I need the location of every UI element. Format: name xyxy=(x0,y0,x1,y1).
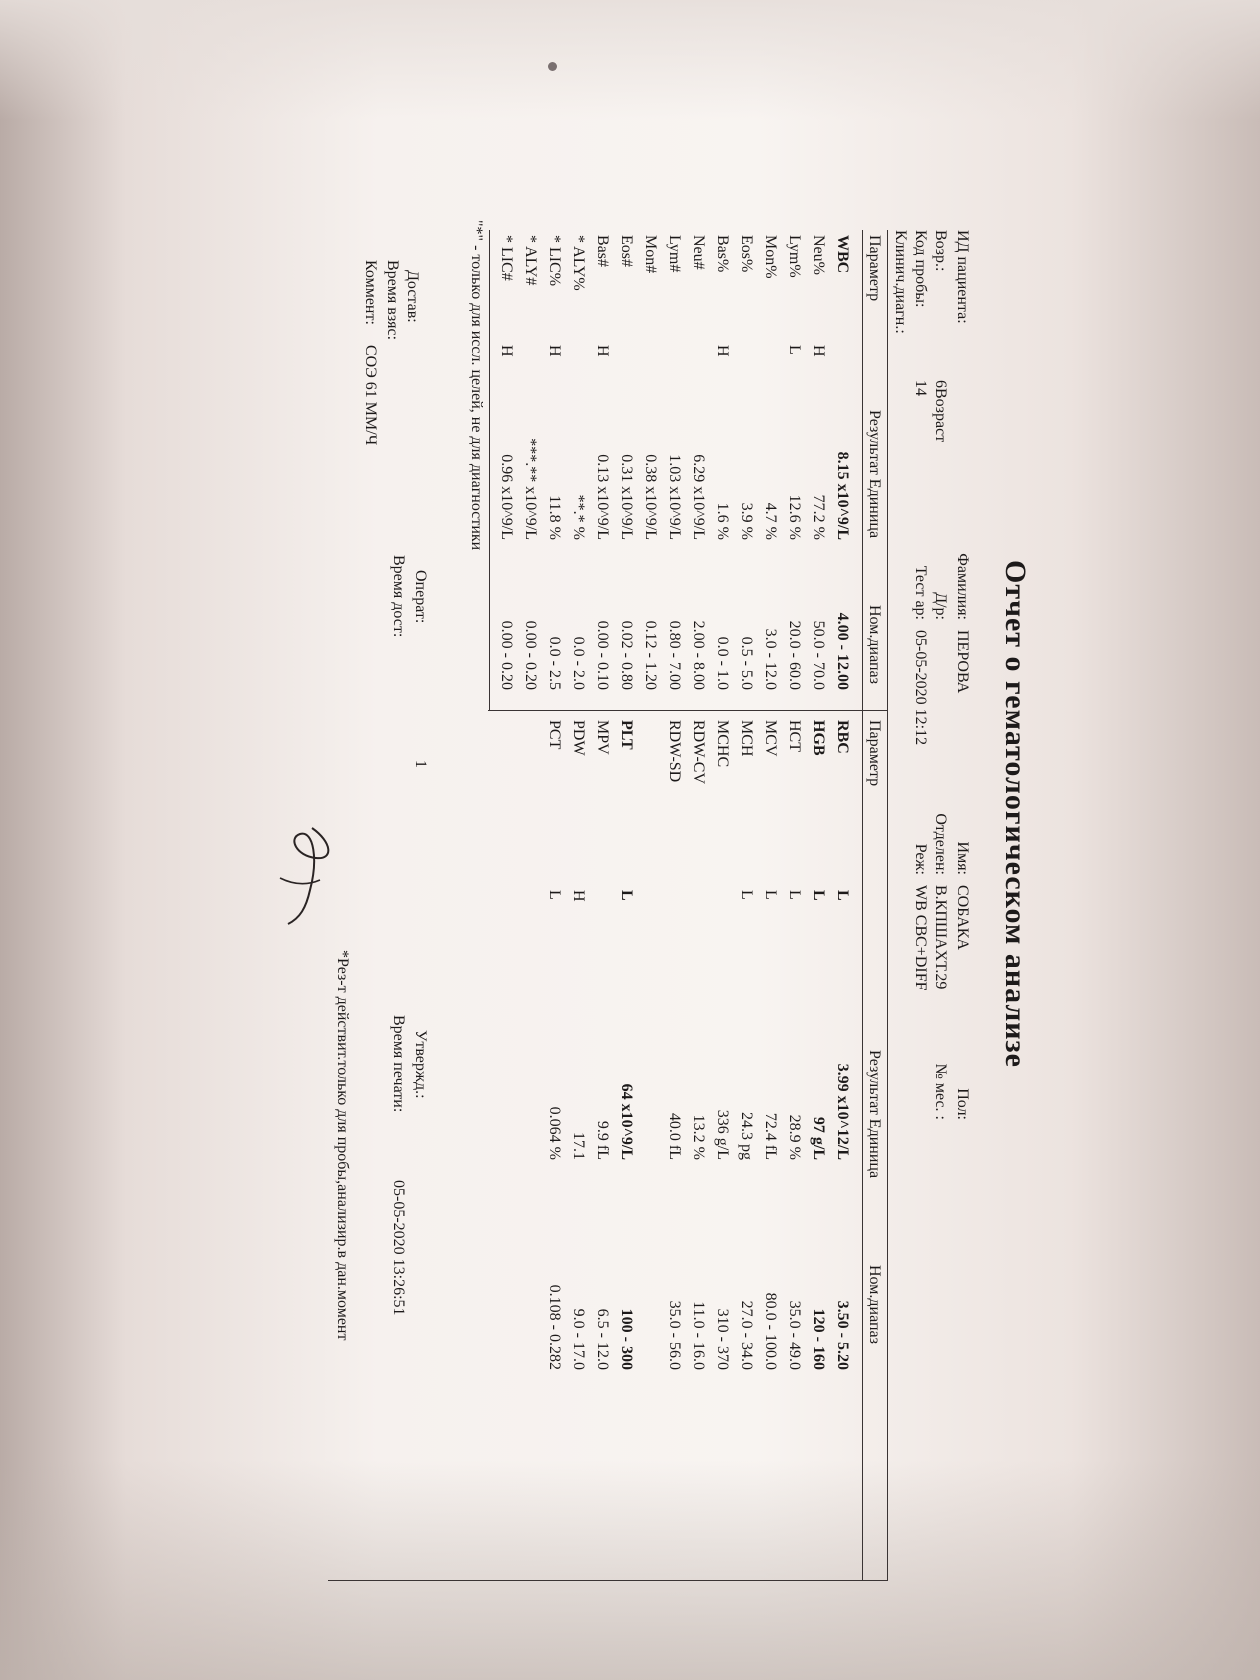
delivered-label: Достав: xyxy=(404,270,421,323)
name-value: СОБАКА xyxy=(954,885,971,950)
row-result: 72.4 fL xyxy=(762,1112,779,1160)
age-label: Возр.: xyxy=(932,230,949,272)
row-range: 20.0 - 60.0 xyxy=(786,620,803,690)
row-range: 310 - 370 xyxy=(714,1308,731,1370)
row-flag: L xyxy=(786,345,803,355)
age-value: 6Возраст xyxy=(932,380,949,443)
paper-speck xyxy=(548,62,557,71)
row-param: HCT xyxy=(786,720,803,752)
row-range: 11.0 - 16.0 xyxy=(690,1301,707,1370)
row-result: 17.1 xyxy=(570,1132,587,1160)
delivery-time-label: Время дост: xyxy=(390,555,407,638)
mode-label: Реж: xyxy=(912,843,929,875)
left-param-header: Параметр xyxy=(866,235,883,302)
sample-value: 14 xyxy=(912,380,929,396)
row-result: **.* % xyxy=(570,494,587,540)
row-param: Mon# xyxy=(642,235,659,274)
row-param: MCH xyxy=(738,720,755,757)
row-flag: H xyxy=(570,890,587,902)
row-result: 6.29 x10^9/L xyxy=(690,454,707,540)
row-result: 0.064 % xyxy=(546,1106,563,1160)
row-result: 0.96 x10^9/L xyxy=(498,454,515,540)
row-flag: H xyxy=(498,345,515,357)
row-param: PDW xyxy=(570,720,587,756)
left-result-header: Результат Единица xyxy=(866,410,883,539)
research-footnote: "*" - только для иссл. целей, не для диагностики xyxy=(468,220,485,551)
row-result: 11.8 % xyxy=(546,495,563,540)
right-range-header: Ном.диапаз xyxy=(866,1265,883,1344)
row-range: 35.0 - 49.0 xyxy=(786,1300,803,1370)
row-flag: L xyxy=(834,890,851,901)
print-time-value: 05-05-2020 13:26:51 xyxy=(390,1180,407,1316)
test-value: 05-05-2020 12:12 xyxy=(912,630,929,746)
row-result: 64 x10^9/L xyxy=(618,1083,635,1160)
table-divider xyxy=(488,710,888,711)
hematology-report xyxy=(220,220,1040,1630)
row-result: 97 g/L xyxy=(810,1116,827,1160)
row-range: 35.0 - 56.0 xyxy=(666,1300,683,1370)
row-flag: H xyxy=(714,345,731,357)
row-range: 80.0 - 100.0 xyxy=(762,1292,779,1370)
row-result: 24.3 pg xyxy=(738,1112,755,1160)
row-flag: L xyxy=(786,890,803,900)
row-range: 0.0 - 1.0 xyxy=(714,636,731,690)
row-range: 27.0 - 34.0 xyxy=(738,1300,755,1370)
row-range: 2.00 - 8.00 xyxy=(690,620,707,690)
right-param-header: Параметр xyxy=(866,720,883,787)
row-result: 40.0 fL xyxy=(666,1112,683,1160)
draw-time-label: Время взяс: xyxy=(384,260,401,341)
row-result: 1.6 % xyxy=(714,502,731,540)
row-flag: L xyxy=(762,890,779,900)
row-range: 0.0 - 2.0 xyxy=(570,636,587,690)
row-range: 0.80 - 7.00 xyxy=(666,620,683,690)
mode-value: WB CBC+DIFF xyxy=(912,885,929,991)
signature-mark xyxy=(270,820,340,930)
row-range: 0.12 - 1.20 xyxy=(642,620,659,690)
row-result: 28.9 % xyxy=(786,1114,803,1160)
row-range: 3.0 - 12.0 xyxy=(762,628,779,690)
row-param: Bas# xyxy=(594,235,611,267)
row-param: MCHC xyxy=(714,720,731,768)
row-param: MCV xyxy=(762,720,779,757)
row-param: Eos% xyxy=(738,235,755,273)
row-range: 3.50 - 5.20 xyxy=(834,1300,851,1370)
row-result: 1.03 x10^9/L xyxy=(666,454,683,540)
row-range: 0.00 - 0.20 xyxy=(498,620,515,690)
row-param: HGB xyxy=(810,720,827,756)
surname-value: ПЕРОВА xyxy=(954,630,971,694)
right-result-header: Результат Единица xyxy=(866,1050,883,1179)
department-value: В.КПШАХТ.29 xyxy=(932,885,949,990)
table-header-rule xyxy=(862,230,863,1580)
row-flag: H xyxy=(810,345,827,357)
row-range: 50.0 - 70.0 xyxy=(810,620,827,690)
row-param: Eos# xyxy=(618,235,635,267)
row-param: PCT xyxy=(546,720,563,750)
name-label: Имя: xyxy=(954,841,971,875)
row-range: 0.00 - 0.10 xyxy=(594,620,611,690)
department-label: Отделен: xyxy=(932,813,949,875)
row-result: 8.15 x10^9/L xyxy=(834,451,851,540)
row-range: 0.0 - 2.5 xyxy=(546,636,563,690)
patient-id-label: ИД пациента: xyxy=(954,230,971,324)
row-result: ***.** x10^9/L xyxy=(522,438,539,540)
row-result: 3.99 x10^12/L xyxy=(834,1063,851,1160)
row-range: 120 - 160 xyxy=(810,1308,827,1370)
row-flag: L xyxy=(738,890,755,900)
dob-label: Д/р: xyxy=(932,592,949,620)
row-flag: L xyxy=(546,890,563,900)
row-param: Bas% xyxy=(714,235,731,273)
row-range: 9.0 - 17.0 xyxy=(570,1308,587,1370)
row-result: 0.13 x10^9/L xyxy=(594,454,611,540)
approved-label: Утвержд.: xyxy=(412,1030,429,1099)
row-param: RBC xyxy=(834,720,851,754)
row-result: 12.6 % xyxy=(786,494,803,540)
validity-disclaimer: *Рез-т действит.только для пробы,анализир.в дан.момент xyxy=(334,950,351,1341)
comment-label: Коммент: xyxy=(362,260,379,325)
row-param: * LIC% xyxy=(546,235,563,287)
test-label: Тест ар: xyxy=(912,565,929,620)
table-bottom-rule xyxy=(489,230,490,710)
row-param: Lym% xyxy=(786,235,803,278)
operator-label: Операт: xyxy=(412,570,429,624)
row-result: 4.7 % xyxy=(762,502,779,540)
row-range: 100 - 300 xyxy=(618,1308,635,1370)
row-flag: H xyxy=(594,345,611,357)
row-param: * ALY# xyxy=(522,235,539,286)
photo-shading-top xyxy=(0,0,1260,120)
print-time-label: Время печати: xyxy=(390,1015,407,1113)
surname-label: Фамилия: xyxy=(954,553,971,620)
row-result: 3.9 % xyxy=(738,502,755,540)
row-range: 0.00 - 0.20 xyxy=(522,620,539,690)
row-result: 77.2 % xyxy=(810,494,827,540)
row-param: Neu# xyxy=(690,235,707,270)
row-flag: L xyxy=(810,890,827,901)
row-param: * LIC# xyxy=(498,235,515,281)
row-result: 336 g/L xyxy=(714,1109,731,1160)
row-range: 0.5 - 5.0 xyxy=(738,636,755,690)
row-param: MPV xyxy=(594,720,611,755)
comment-value: СОЭ 61 ММ/Ч xyxy=(362,345,379,446)
row-result: 9.9 fL xyxy=(594,1120,611,1160)
row-param: PLT xyxy=(618,720,635,750)
row-param: Lym# xyxy=(666,235,683,273)
row-range: 4.00 - 12.00 xyxy=(834,612,851,690)
report-title: Отчет о гематологическом анализе xyxy=(999,560,1032,1068)
left-range-header: Ном.диапаз xyxy=(866,605,883,684)
row-range: 0.108 - 0.282 xyxy=(546,1284,563,1370)
row-range: 0.02 - 0.80 xyxy=(618,620,635,690)
row-param: Mon% xyxy=(762,235,779,279)
row-range: 6.5 - 12.0 xyxy=(594,1308,611,1370)
table-top-rule xyxy=(887,230,888,1580)
row-param: RDW-CV xyxy=(690,720,707,784)
clinic-diagnosis-label: Клинич.диагн.: xyxy=(892,230,909,334)
operator-value: 1 xyxy=(412,760,429,768)
table-right-rule xyxy=(328,1580,888,1581)
row-flag: H xyxy=(546,345,563,357)
bed-label: № мес. : xyxy=(932,1063,949,1120)
row-flag: L xyxy=(618,890,635,901)
row-param: RDW-SD xyxy=(666,720,683,783)
row-param: Neu% xyxy=(810,235,827,275)
row-param: WBC xyxy=(834,235,851,274)
row-result: 0.31 x10^9/L xyxy=(618,454,635,540)
row-param: * ALY% xyxy=(570,235,587,291)
sex-label: Пол: xyxy=(954,1088,971,1120)
row-result: 0.38 x10^9/L xyxy=(642,454,659,540)
sample-label: Код пробы: xyxy=(912,230,929,308)
row-result: 13.2 % xyxy=(690,1114,707,1160)
